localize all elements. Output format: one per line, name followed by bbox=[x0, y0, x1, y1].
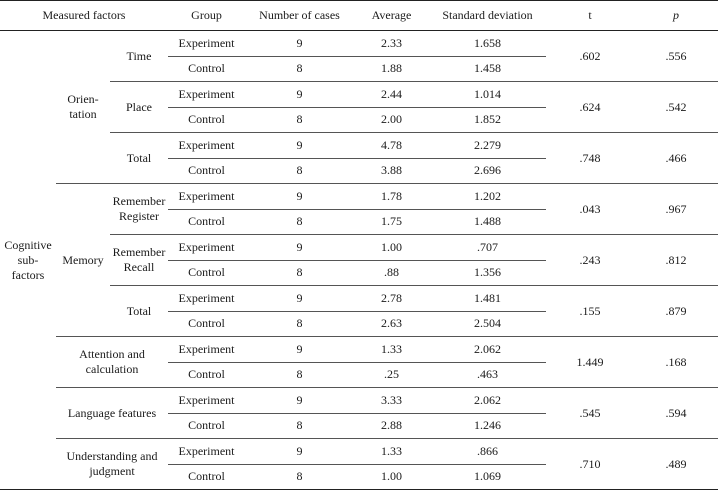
average-cell: 1.33 bbox=[354, 337, 429, 363]
p-cell: .466 bbox=[634, 133, 718, 184]
sd-cell: 1.458 bbox=[429, 56, 546, 82]
header-group: Group bbox=[168, 1, 245, 31]
cases-cell: 8 bbox=[245, 362, 354, 388]
p-cell: .168 bbox=[634, 337, 718, 388]
table-row bbox=[0, 337, 718, 363]
header-sd: Standard deviation bbox=[429, 1, 546, 31]
t-cell: .710 bbox=[546, 439, 634, 490]
sd-cell: 2.062 bbox=[429, 337, 546, 363]
average-cell: 2.33 bbox=[381, 35, 402, 50]
t-cell: .043 bbox=[546, 184, 634, 235]
sd-cell: 1.488 bbox=[429, 209, 546, 235]
header-factors: Measured factors bbox=[0, 1, 168, 31]
average-cell: 1.75 bbox=[354, 209, 429, 235]
sd-cell: .866 bbox=[429, 439, 546, 465]
t-cell: .602 bbox=[579, 48, 601, 63]
average-cell: 2.78 bbox=[354, 286, 429, 312]
total-label: Total bbox=[110, 133, 168, 184]
remember-register-label: Remember Register bbox=[110, 184, 168, 235]
table-row bbox=[0, 31, 718, 57]
table-row bbox=[0, 184, 718, 210]
group-cell: Experiment bbox=[168, 133, 245, 159]
average-cell: .25 bbox=[354, 362, 429, 388]
header-p: p bbox=[634, 1, 718, 31]
average-cell: 4.78 bbox=[354, 133, 429, 159]
p-cell: .489 bbox=[634, 439, 718, 490]
average-cell: 1.78 bbox=[354, 184, 429, 210]
group-cell: Control bbox=[168, 209, 245, 235]
table-row bbox=[0, 439, 718, 465]
group-cell: Experiment bbox=[168, 235, 245, 261]
group-cell: Control bbox=[168, 56, 245, 82]
group-cell: Control bbox=[168, 362, 245, 388]
header-cases: Number of cases bbox=[245, 1, 354, 31]
group-cell: Experiment bbox=[168, 337, 245, 363]
table-row bbox=[0, 388, 718, 414]
sd-cell: .707 bbox=[429, 235, 546, 261]
header-t: t bbox=[546, 1, 634, 31]
sd-cell: 2.696 bbox=[429, 158, 546, 184]
cases-cell: 8 bbox=[245, 56, 354, 82]
sd-cell: 2.279 bbox=[429, 133, 546, 159]
cases-cell: 9 bbox=[245, 235, 354, 261]
remember-recall-label: Remember Recall bbox=[110, 235, 168, 286]
cases-cell: 9 bbox=[245, 337, 354, 363]
group-cell: Control bbox=[168, 260, 245, 286]
p-cell: .556 bbox=[665, 48, 687, 63]
p-cell: .879 bbox=[634, 286, 718, 337]
sd-cell: 1.481 bbox=[429, 286, 546, 312]
cases-cell: 8 bbox=[245, 311, 354, 337]
group-cell: Experiment bbox=[168, 388, 245, 414]
average-cell: 1.88 bbox=[354, 56, 429, 82]
p-cell: .812 bbox=[634, 235, 718, 286]
cognitive-label: Cognitive sub- factors bbox=[0, 31, 56, 490]
average-cell: 1.00 bbox=[354, 464, 429, 490]
sd-cell: 1.356 bbox=[429, 260, 546, 286]
cases-cell: 8 bbox=[245, 413, 354, 439]
sd-cell: 1.658 bbox=[474, 35, 501, 50]
p-cell: .967 bbox=[634, 184, 718, 235]
sd-cell: 1.246 bbox=[429, 413, 546, 439]
cases-cell: 8 bbox=[245, 107, 354, 133]
cases-cell: 8 bbox=[245, 464, 354, 490]
time-label: Time bbox=[126, 48, 152, 63]
group-cell: Control bbox=[168, 158, 245, 184]
sd-cell: 2.062 bbox=[429, 388, 546, 414]
group-cell: Experiment bbox=[168, 439, 245, 465]
sd-cell: 1.852 bbox=[429, 107, 546, 133]
total-label: Total bbox=[110, 286, 168, 337]
t-cell: .243 bbox=[546, 235, 634, 286]
t-cell: 1.449 bbox=[546, 337, 634, 388]
cases-cell: 9 bbox=[245, 439, 354, 465]
average-cell: 1.00 bbox=[354, 235, 429, 261]
sd-cell: 1.069 bbox=[429, 464, 546, 490]
average-cell: 3.33 bbox=[354, 388, 429, 414]
cases-cell: 9 bbox=[245, 286, 354, 312]
t-cell: .748 bbox=[546, 133, 634, 184]
group-cell: Experiment bbox=[168, 82, 245, 108]
attention-label: Attention and calculation bbox=[56, 337, 168, 388]
group-cell: Control bbox=[168, 413, 245, 439]
cases-cell: 9 bbox=[245, 82, 354, 108]
group-cell: Control bbox=[168, 311, 245, 337]
cases-cell: 8 bbox=[245, 260, 354, 286]
average-cell: 3.88 bbox=[354, 158, 429, 184]
cases-cell: 9 bbox=[245, 133, 354, 159]
memory-label: Memory bbox=[56, 184, 110, 337]
group-cell: Experiment bbox=[168, 286, 245, 312]
language-label: Language features bbox=[56, 388, 168, 439]
sd-cell: .463 bbox=[429, 362, 546, 388]
cases-cell: 9 bbox=[245, 388, 354, 414]
cases-cell: 8 bbox=[245, 158, 354, 184]
average-cell: 2.88 bbox=[354, 413, 429, 439]
group-cell: Control bbox=[168, 464, 245, 490]
cases-cell: 8 bbox=[245, 209, 354, 235]
t-cell: .624 bbox=[546, 82, 634, 133]
average-cell: .88 bbox=[354, 260, 429, 286]
group-cell: Experiment bbox=[168, 184, 245, 210]
group-cell: Control bbox=[168, 107, 245, 133]
average-cell: 2.44 bbox=[354, 82, 429, 108]
sd-cell: 2.504 bbox=[429, 311, 546, 337]
cases-cell: 9 bbox=[296, 35, 303, 50]
header-row bbox=[0, 1, 718, 31]
group-cell: Experiment bbox=[178, 35, 235, 50]
t-cell: .155 bbox=[546, 286, 634, 337]
sd-cell: 1.014 bbox=[429, 82, 546, 108]
header-average: Average bbox=[354, 1, 429, 31]
average-cell: 2.00 bbox=[354, 107, 429, 133]
p-cell: .594 bbox=[634, 388, 718, 439]
p-cell: .542 bbox=[634, 82, 718, 133]
place-label: Place bbox=[110, 82, 168, 133]
sd-cell: 1.202 bbox=[429, 184, 546, 210]
cases-cell: 9 bbox=[245, 184, 354, 210]
understanding-label: Understanding and judgment bbox=[56, 439, 168, 490]
average-cell: 2.63 bbox=[354, 311, 429, 337]
average-cell: 1.33 bbox=[354, 439, 429, 465]
t-cell: .545 bbox=[546, 388, 634, 439]
orientation-label: Orien- tation bbox=[67, 92, 99, 121]
